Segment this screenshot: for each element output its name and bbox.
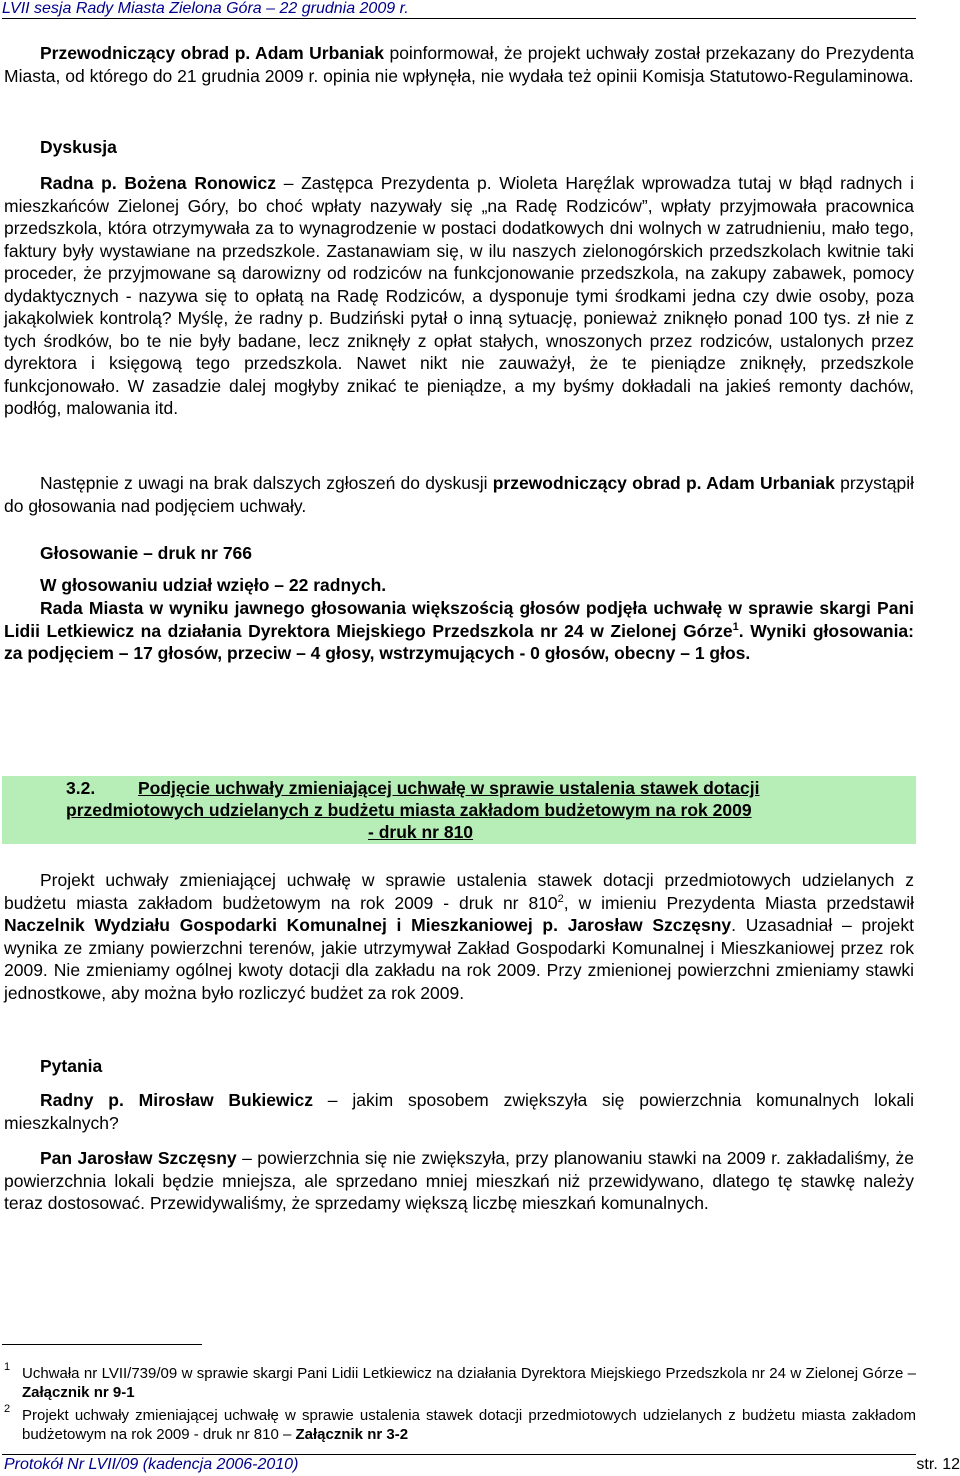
footnote-number: 1: [4, 1361, 11, 1373]
speaker-name: Przewodniczący obrad p. Adam Urbaniak: [40, 43, 385, 63]
footnote-text: Projekt uchwały zmieniającej uchwałę w sprawie ustalenia stawek dotacji przedmiotowych udzielanych z budżetu miasta zakładom budżetowym na rok 2009 - druk nr 810 –: [22, 1407, 916, 1443]
speaker-name: przewodniczący obrad p. Adam Urbaniak: [492, 473, 835, 493]
section-label-pytania: Pytania: [40, 1056, 103, 1076]
page-footer: [2, 1454, 960, 1475]
speaker-name: Pan Jarosław Szczęsny: [40, 1148, 237, 1168]
footnote-1: [4, 1361, 916, 1402]
agenda-item-title-line2: przedmiotowych udzielanych z budżetu miasta zakładom budżetowym na rok 2009: [66, 800, 752, 820]
footnote-separator: [2, 1344, 202, 1345]
vote-participation: W głosowaniu udział wzięło – 22 radnych.: [40, 575, 387, 595]
paragraph-text: – jakim sposobem zwiększyła się powierzchnia komunalnych lokali mieszkalnych?: [4, 1090, 914, 1133]
agenda-item-number: 3.2.: [66, 778, 96, 798]
paragraph-text: Projekt uchwały zmieniającej uchwałę w sprawie ustalenia stawek dotacji przedmiotowych udzielanych z budżetu miasta zakładom budżetowym na rok 2009 - druk nr 810: [4, 870, 914, 913]
footnote-number: 2: [4, 1403, 11, 1415]
footnote-ref[interactable]: 1: [732, 620, 739, 633]
vote-result-text: . Wyniki głosowania: za podjęciem – 17 głosów, przeciw – 4 głosy, wstrzymujących - 0 głosów, obecny – 1 głos.: [4, 620, 914, 663]
agenda-item-header: [2, 776, 916, 844]
speaker-name: Radny p. Mirosław Bukiewicz: [40, 1090, 313, 1110]
footnote-2: [4, 1403, 916, 1444]
speaker-name: Radna p. Bożena Ronowicz: [40, 173, 276, 193]
page-header: [2, 0, 916, 19]
footnotes: [4, 1361, 916, 1448]
vote-result: [4, 597, 914, 665]
paragraph-text: – Zastępca Prezydenta p. Wioleta Haręźlak wprowadza tutaj w błąd radnych i mieszkańców Zielonej Góry, bo choć wpłaty nazywały się „na Radę Rodziców”, wpłaty przyjmowała pracownica przedszkola, która otrzymywała za to wynagrodzenie w postaci dodatkowych dni wolnych w zatrudnieniu, mało tego, faktury były wystawiane na przedszkole. Zastanawiam się, w ilu naszych zielonogórskich przedszkolach kwitnie taki proceder, że przyjmowane są darowizny od rodziców na funkcjonowanie przedszkola, na zakupy zabawek, pomocy dydaktycznych - nazywa się to opłatą na Radę Rodziców, a dysponuje tymi środkami jedna czy dwie osoby, poza jakąkolwiek kontrolą? Myślę, że radny p. Budziński pytał o inną sytuację, ponieważ zniknęło ponad 100 tys. zł nie z tych środków, bo te nie były badane, lecz zniknęły z opłat stałych, wnoszonych przez rodziców, ustalonych przez dyrektora i księgową tego przedszkola. Nawet nikt nie zauważył, że te pieniądze zniknęły, przedszkole funkcjonowało. W zasadzie dalej mogłyby znikać te pieniądze, a my byśmy dokładali na jakieś remonty dachów, podłóg, malowania itd.: [4, 173, 914, 418]
agenda-item-title-line1: Podjęcie uchwały zmieniającej uchwałę w sprawie ustalenia stawek dotacji: [138, 778, 760, 798]
footnote-attachment: Załącznik nr 3-2: [295, 1426, 409, 1443]
paragraph-text: – powierzchnia się nie zwiększyła, przy planowaniu stawki na 2009 r. zakładaliśmy, że powierzchnia lokali będzie mniejsza, ale sprzedano mniej mieszkań niż przewidywano, dlatego tę stawkę należy teraz dostosować. Przewidywaliśmy, że sprzedamy większą liczbę mieszkań komunalnych.: [4, 1148, 914, 1213]
footnote-attachment: Załącznik nr 9-1: [22, 1384, 135, 1401]
footer-protocol: Protokół Nr LVII/09 (kadencja 2006-2010): [4, 1456, 299, 1473]
paragraph-text: przystąpił do głosowania nad podjęciem uchwały.: [4, 473, 915, 516]
paragraph-text: , w imieniu Prezydenta Miasta przedstawił: [563, 892, 914, 913]
page-number: str. 12: [916, 1456, 960, 1473]
paragraph-text: Następnie z uwagi na brak dalszych zgłoszeń do dyskusji: [40, 473, 493, 493]
section-label-dyskusja: Dyskusja: [40, 137, 117, 157]
paragraph-szczesny: [4, 1147, 914, 1215]
paragraph-chair-info: [4, 42, 914, 87]
agenda-item-title-line3: - druk nr 810: [368, 822, 474, 842]
vote-result-text: Rada Miasta w wyniku jawnego głosowania większością głosów podjęła uchwałę w sprawie skargi Pani Lidii Letkiewicz na działania Dyrektora Miejskiego Przedszkola nr 24 w Zielonej Górze: [4, 598, 914, 641]
footnote-text: Uchwała nr LVII/739/09 w sprawie skargi Pani Lidii Letkiewicz na działania Dyrektora Miejskiego Przedszkola nr 24 w Zielonej Górze –: [22, 1365, 916, 1382]
paragraph-text: . Uzasadniał – projekt wynika ze zmiany powierzchni terenów, jakie utrzymywał Zakład Gospodarki Komunalnej i Mieszkaniowej przez rok 2009. Nie zmieniamy ogólnej kwoty dotacji dla zakładu na rok 2009. Przy zmienionej powierzchni zmieniamy stawki jednostkowe, aby można było rozliczyć budżet za rok 2009.: [4, 915, 914, 1003]
paragraph-ronowicz: [4, 172, 914, 420]
vote-title: Głosowanie – druk nr 766: [40, 543, 253, 563]
paragraph-vote-start: [4, 472, 914, 517]
speaker-name: Naczelnik Wydziału Gospodarki Komunalnej i Mieszkaniowej p. Jarosław Szczęsny: [4, 915, 732, 935]
paragraph-text: poinformował, że projekt uchwały został przekazany do Prezydenta Miasta, od którego do 21 grudnia 2009 r. opinia nie wpłynęła, nie wydała też opinii Komisja Statutowo-Regulaminowa.: [4, 43, 914, 86]
footnote-ref[interactable]: 2: [557, 892, 564, 905]
paragraph-project: [4, 869, 914, 1004]
header-title: LVII sesja Rady Miasta Zielona Góra – 22 grudnia 2009 r.: [2, 0, 409, 17]
paragraph-bukiewicz: [4, 1089, 914, 1134]
